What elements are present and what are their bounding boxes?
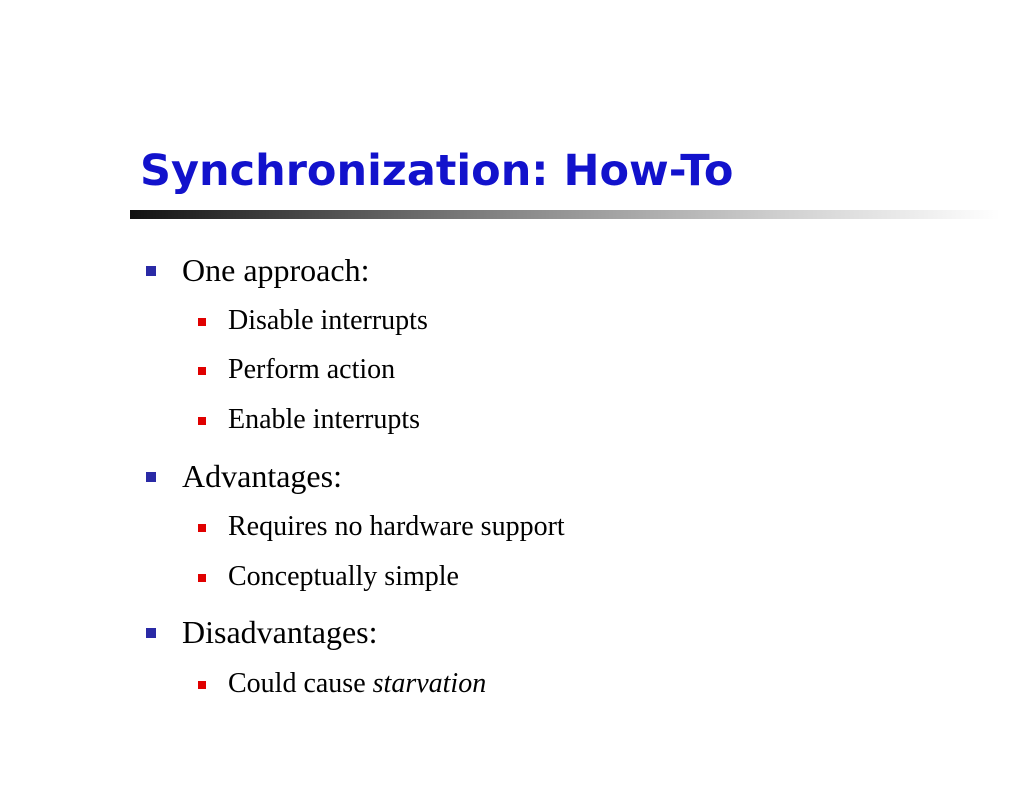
square-bullet-icon: [198, 681, 206, 689]
bullet-text: Disadvantages:: [182, 614, 378, 650]
bullet-advantages: [182, 456, 342, 496]
sub-bullet-enable-interrupts: [228, 402, 420, 438]
square-bullet-icon: [146, 266, 156, 276]
sub-bullet-text: Disable interrupts: [228, 305, 428, 336]
sub-bullet-no-hardware-support: [228, 509, 565, 545]
sub-bullet-text: Could cause: [228, 668, 373, 699]
square-bullet-icon: [198, 417, 206, 425]
square-bullet-icon: [146, 472, 156, 482]
sub-bullet-text: Conceptually simple: [228, 561, 459, 592]
bullet-text: Advantages:: [182, 458, 342, 494]
square-bullet-icon: [198, 367, 206, 375]
emphasized-term: starvation: [372, 668, 487, 699]
square-bullet-icon: [198, 574, 206, 582]
sub-bullet-text: Perform action: [228, 354, 396, 385]
square-bullet-icon: [146, 628, 156, 638]
bullet-disadvantages: [182, 612, 378, 652]
sub-bullet-perform-action: [228, 352, 395, 388]
sub-bullet-disable-interrupts: [228, 303, 428, 339]
bullet-text: One approach:: [182, 252, 370, 288]
bullet-one-approach: [182, 250, 369, 290]
square-bullet-icon: [198, 524, 206, 532]
sub-bullet-text: Enable interrupts: [228, 404, 421, 435]
sub-bullet-could-cause-starvation: [228, 666, 486, 702]
sub-bullet-conceptually-simple: [228, 559, 459, 595]
slide-title: Synchronization: How-To: [140, 146, 734, 196]
square-bullet-icon: [198, 318, 206, 326]
sub-bullet-text: Requires no hardware support: [228, 511, 565, 542]
